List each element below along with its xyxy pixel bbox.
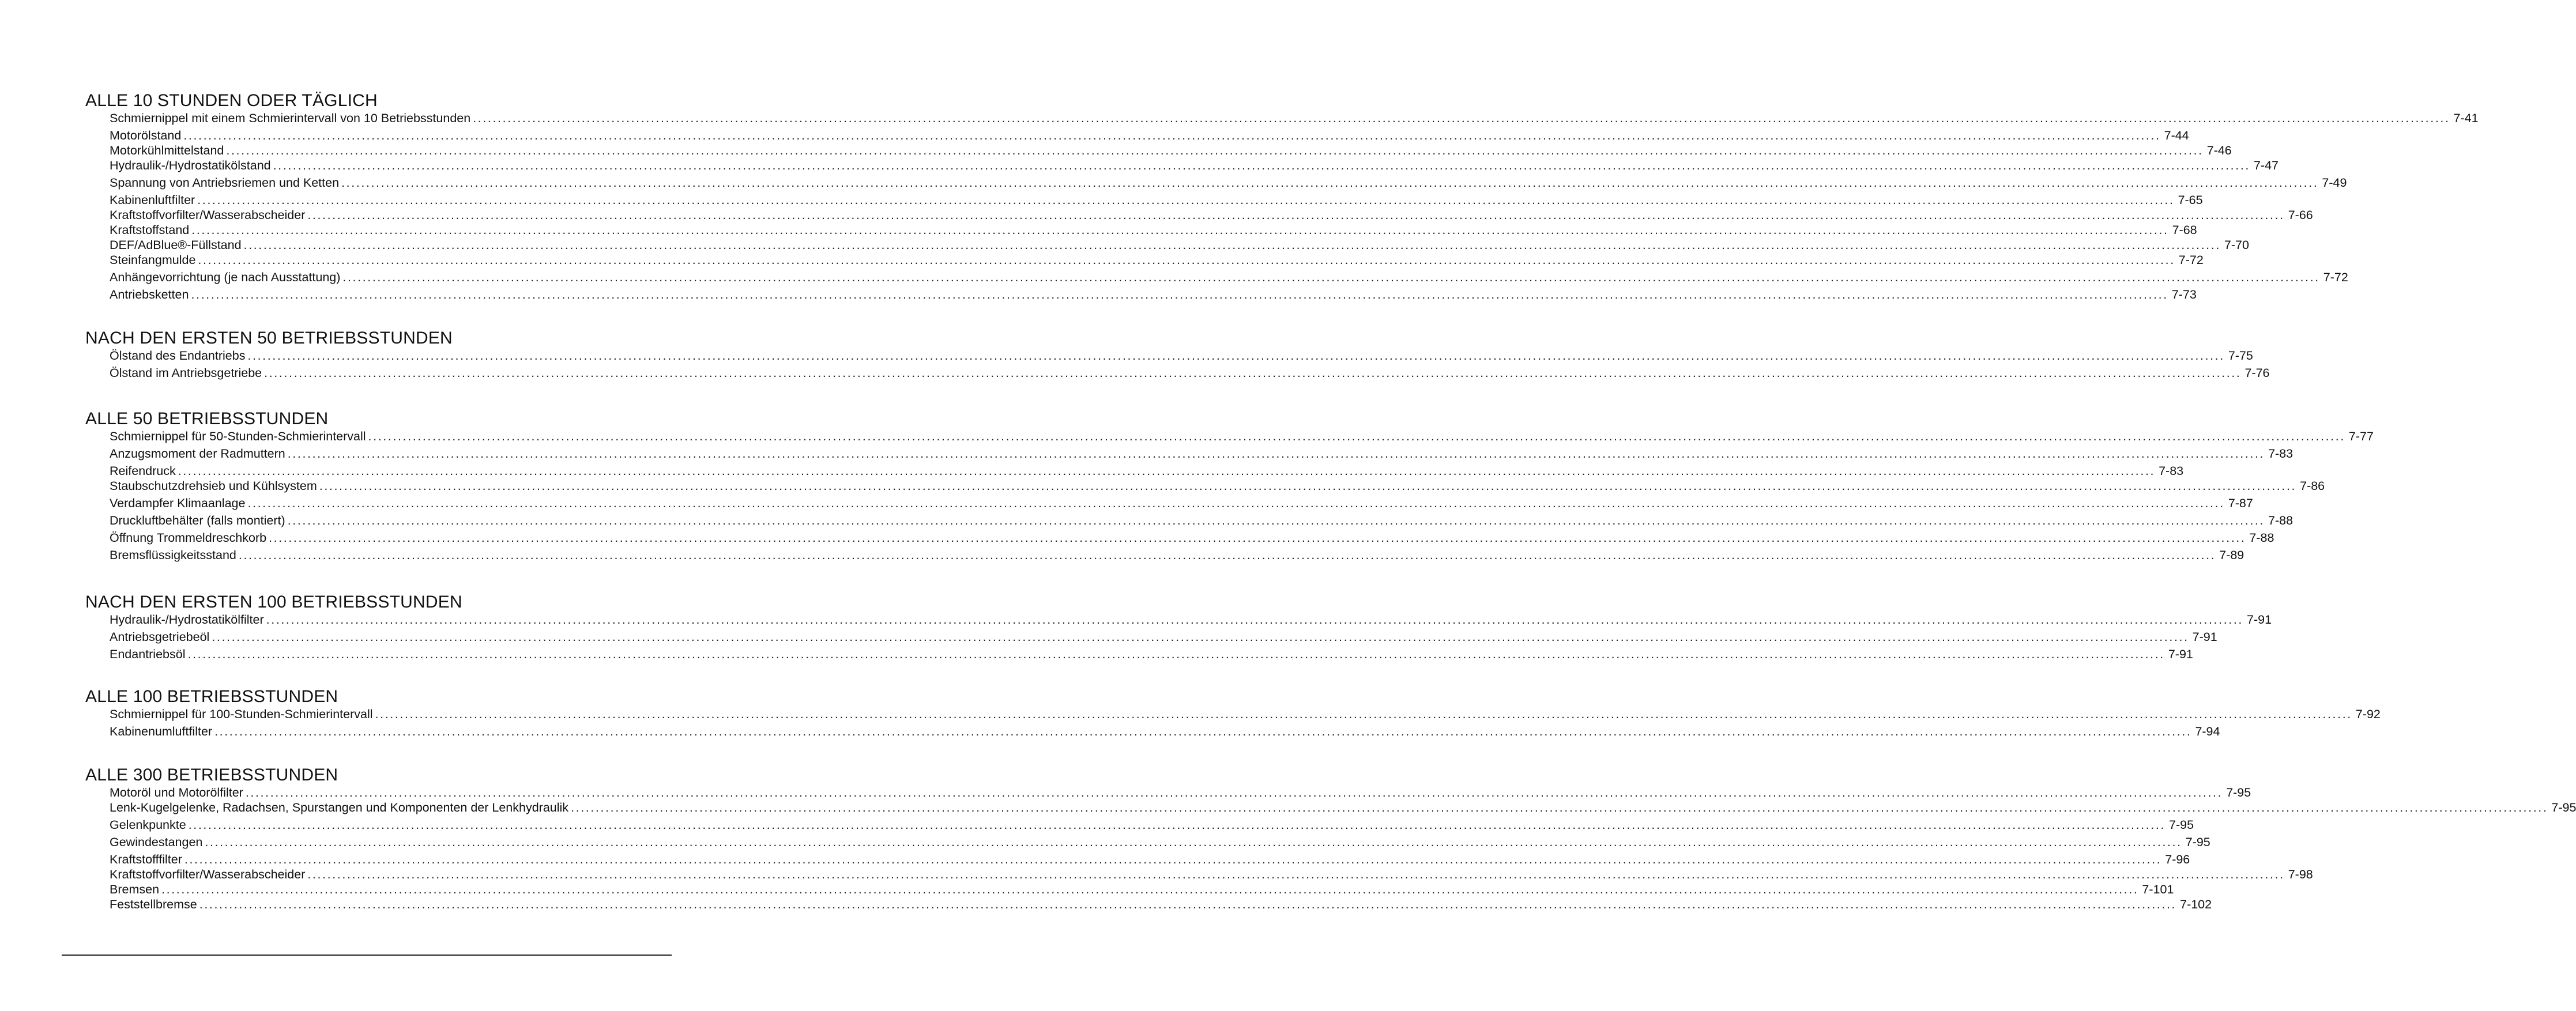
dot-leader: ................................................................................................................................................................................................................................................................................................................................................................................................................ bbox=[243, 238, 2221, 252]
entry-page-number: 7-75 bbox=[2228, 349, 2253, 363]
entry-label: Anzugsmoment der Radmuttern bbox=[110, 447, 285, 461]
entry-page-number: 7-88 bbox=[2268, 514, 2293, 527]
toc-entry bbox=[110, 897, 2212, 912]
dot-leader: ................................................................................................................................................................................................................................................................................................................................................................................................................ bbox=[247, 496, 2225, 510]
entry-page-number: 7-92 bbox=[2355, 707, 2381, 721]
toc-entry bbox=[110, 111, 2479, 126]
dot-leader: ................................................................................................................................................................................................................................................................................................................................................................................................................ bbox=[273, 159, 2250, 172]
entry-label: Kraftstoffstand bbox=[110, 223, 190, 237]
toc-entry bbox=[110, 237, 2249, 252]
toc-entry bbox=[110, 446, 2293, 461]
toc-entry bbox=[110, 785, 2251, 800]
entry-label: Anhängevorrichtung (je nach Ausstattung) bbox=[110, 270, 341, 284]
entry-label: Kabinenluftfilter bbox=[110, 193, 195, 207]
toc-entry bbox=[110, 252, 2204, 267]
entry-page-number: 7-88 bbox=[2249, 531, 2274, 545]
entry-page-number: 7-49 bbox=[2322, 176, 2347, 190]
section-heading: NACH DEN ERSTEN 50 BETRIEBSSTUNDEN bbox=[85, 329, 453, 348]
entry-page-number: 7-102 bbox=[2180, 897, 2212, 911]
entry-label: Spannung von Antriebsriemen und Ketten bbox=[110, 176, 340, 190]
entry-page-number: 7-101 bbox=[2142, 882, 2174, 896]
section-heading: ALLE 50 BETRIEBSSTUNDEN bbox=[85, 409, 329, 428]
entry-label: Kabinenumluftfilter bbox=[110, 725, 213, 738]
entry-page-number: 7-46 bbox=[2206, 144, 2232, 157]
entry-page-number: 7-95 bbox=[2226, 786, 2251, 799]
toc-entry bbox=[110, 270, 2348, 285]
entry-page-number: 7-94 bbox=[2195, 725, 2220, 738]
dot-leader: ................................................................................................................................................................................................................................................................................................................................................................................................................ bbox=[191, 288, 2168, 301]
toc-entry bbox=[110, 835, 2210, 850]
entry-label: Schmiernippel für 100-Stunden-Schmierintervall bbox=[110, 707, 373, 721]
dot-leader: ................................................................................................................................................................................................................................................................................................................................................................................................................ bbox=[245, 786, 2223, 799]
dot-leader: ................................................................................................................................................................................................................................................................................................................................................................................................................ bbox=[264, 366, 2242, 380]
entry-label: Lenk-Kugelgelenke, Radachsen, Spurstangen und Komponenten der Lenkhydraulik bbox=[110, 801, 569, 814]
entry-page-number: 7-41 bbox=[2453, 111, 2479, 125]
toc-entry bbox=[110, 867, 2313, 882]
toc-entry bbox=[110, 647, 2193, 662]
toc-entry bbox=[110, 143, 2232, 158]
dot-leader: ................................................................................................................................................................................................................................................................................................................................................................................................................ bbox=[571, 801, 2548, 814]
toc-entry bbox=[110, 724, 2220, 739]
toc-entry bbox=[110, 707, 2381, 722]
entry-label: Verdampfer Klimaanlage bbox=[110, 496, 246, 510]
entry-page-number: 7-66 bbox=[2288, 208, 2313, 222]
entry-page-number: 7-47 bbox=[2253, 159, 2279, 172]
entry-label: Gelenkpunkte bbox=[110, 818, 186, 832]
toc-entry bbox=[110, 800, 2576, 815]
entry-label: Kraftstoffvorfilter/Wasserabscheider bbox=[110, 208, 306, 222]
entry-label: Bremsflüssigkeitsstand bbox=[110, 548, 236, 562]
toc-entry bbox=[110, 817, 2194, 832]
entry-page-number: 7-95 bbox=[2169, 818, 2194, 832]
entry-label: Druckluftbehälter (falls montiert) bbox=[110, 514, 285, 527]
dot-leader: ................................................................................................................................................................................................................................................................................................................................................................................................................ bbox=[287, 447, 2265, 461]
entry-label: Motoröl und Motorölfilter bbox=[110, 786, 243, 799]
dot-leader: ................................................................................................................................................................................................................................................................................................................................................................................................................ bbox=[183, 129, 2161, 142]
dot-leader: ................................................................................................................................................................................................................................................................................................................................................................................................................ bbox=[188, 818, 2166, 832]
entry-label: Hydraulik-/Hydrostatikölstand bbox=[110, 159, 271, 172]
entry-label: Motorkühlmittelstand bbox=[110, 144, 224, 157]
entry-label: Feststellbremse bbox=[110, 897, 197, 911]
toc-entry bbox=[110, 463, 2184, 478]
entry-page-number: 7-70 bbox=[2224, 238, 2249, 252]
entry-page-number: 7-68 bbox=[2172, 223, 2197, 237]
entry-page-number: 7-76 bbox=[2244, 366, 2270, 380]
entry-label: Motorölstand bbox=[110, 129, 182, 142]
toc-entry bbox=[110, 222, 2197, 237]
dot-leader: ................................................................................................................................................................................................................................................................................................................................................................................................................ bbox=[287, 514, 2265, 527]
entry-label: DEF/AdBlue®-Füllstand bbox=[110, 238, 242, 252]
toc-entry bbox=[110, 208, 2313, 222]
entry-label: Reifendruck bbox=[110, 464, 176, 478]
dot-leader: ................................................................................................................................................................................................................................................................................................................................................................................................................ bbox=[205, 835, 2182, 849]
entry-label: Ölstand des Endantriebs bbox=[110, 349, 246, 363]
dot-leader: ................................................................................................................................................................................................................................................................................................................................................................................................................ bbox=[307, 208, 2285, 222]
dot-leader: ................................................................................................................................................................................................................................................................................................................................................................................................................ bbox=[191, 223, 2169, 237]
entry-label: Kraftstofffilter bbox=[110, 852, 182, 866]
dot-leader: ................................................................................................................................................................................................................................................................................................................................................................................................................ bbox=[226, 144, 2204, 157]
toc-entry bbox=[110, 629, 2217, 644]
toc-entry bbox=[110, 158, 2279, 173]
dot-leader: ................................................................................................................................................................................................................................................................................................................................................................................................................ bbox=[197, 193, 2175, 207]
dot-leader: ................................................................................................................................................................................................................................................................................................................................................................................................................ bbox=[198, 253, 2175, 267]
entry-label: Staubschutzdrehsieb und Kühlsystem bbox=[110, 479, 317, 493]
entry-label: Schmiernippel mit einem Schmierintervall von 10 Betriebsstunden bbox=[110, 111, 471, 125]
entry-page-number: 7-95 bbox=[2185, 835, 2210, 849]
entry-label: Ölstand im Antriebsgetriebe bbox=[110, 366, 262, 380]
dot-leader: ................................................................................................................................................................................................................................................................................................................................................................................................................ bbox=[161, 882, 2139, 896]
dot-leader: ................................................................................................................................................................................................................................................................................................................................................................................................................ bbox=[307, 867, 2285, 881]
dot-leader: ................................................................................................................................................................................................................................................................................................................................................................................................................ bbox=[341, 176, 2319, 190]
entry-page-number: 7-72 bbox=[2178, 253, 2204, 267]
dot-leader: ................................................................................................................................................................................................................................................................................................................................................................................................................ bbox=[368, 429, 2345, 443]
entry-label: Endantriebsöl bbox=[110, 647, 186, 661]
entry-page-number: 7-65 bbox=[2178, 193, 2203, 207]
section-heading: ALLE 100 BETRIEBSSTUNDEN bbox=[85, 687, 338, 706]
entry-page-number: 7-91 bbox=[2247, 613, 2272, 627]
toc-entry bbox=[110, 287, 2197, 302]
dot-leader: ................................................................................................................................................................................................................................................................................................................................................................................................................ bbox=[342, 270, 2320, 284]
entry-page-number: 7-87 bbox=[2228, 496, 2253, 510]
dot-leader: ................................................................................................................................................................................................................................................................................................................................................................................................................ bbox=[238, 548, 2216, 562]
dot-leader: ................................................................................................................................................................................................................................................................................................................................................................................................................ bbox=[319, 479, 2297, 493]
toc-entry bbox=[110, 496, 2253, 511]
entry-page-number: 7-73 bbox=[2171, 288, 2197, 301]
entry-label: Gewindestangen bbox=[110, 835, 203, 849]
toc-entry bbox=[110, 548, 2244, 563]
entry-label: Antriebsketten bbox=[110, 288, 189, 301]
entry-page-number: 7-72 bbox=[2323, 270, 2348, 284]
toc-entry bbox=[110, 429, 2374, 444]
toc-entry bbox=[110, 478, 2325, 493]
entry-page-number: 7-77 bbox=[2348, 429, 2374, 443]
toc-entry bbox=[110, 852, 2190, 867]
dot-leader: ................................................................................................................................................................................................................................................................................................................................................................................................................ bbox=[187, 647, 2165, 661]
dot-leader: ................................................................................................................................................................................................................................................................................................................................................................................................................ bbox=[199, 897, 2177, 911]
dot-leader: ................................................................................................................................................................................................................................................................................................................................................................................................................ bbox=[375, 707, 2352, 721]
dot-leader: ................................................................................................................................................................................................................................................................................................................................................................................................................ bbox=[184, 852, 2162, 866]
section-heading: ALLE 300 BETRIEBSSTUNDEN bbox=[85, 765, 338, 784]
dot-leader: ................................................................................................................................................................................................................................................................................................................................................................................................................ bbox=[214, 725, 2192, 738]
section-heading: NACH DEN ERSTEN 100 BETRIEBSSTUNDEN bbox=[85, 593, 462, 612]
dot-leader: ................................................................................................................................................................................................................................................................................................................................................................................................................ bbox=[212, 630, 2189, 644]
entry-page-number: 7-86 bbox=[2300, 479, 2325, 493]
footer-rule bbox=[62, 955, 672, 956]
toc-entry bbox=[110, 128, 2189, 143]
dot-leader: ................................................................................................................................................................................................................................................................................................................................................................................................................ bbox=[473, 111, 2450, 125]
entry-page-number: 7-98 bbox=[2288, 867, 2313, 881]
entry-page-number: 7-89 bbox=[2219, 548, 2244, 562]
toc-entry bbox=[110, 882, 2174, 897]
entry-page-number: 7-44 bbox=[2164, 129, 2189, 142]
entry-page-number: 7-83 bbox=[2268, 447, 2293, 461]
entry-page-number: 7-91 bbox=[2192, 630, 2217, 644]
dot-leader: ................................................................................................................................................................................................................................................................................................................................................................................................................ bbox=[266, 613, 2243, 627]
entry-page-number: 7-95 bbox=[2551, 801, 2576, 814]
entry-label: Steinfangmulde bbox=[110, 253, 196, 267]
toc-entry bbox=[110, 193, 2203, 208]
toc-entry bbox=[110, 530, 2274, 545]
entry-label: Antriebsgetriebeöl bbox=[110, 630, 210, 644]
toc-entry bbox=[110, 513, 2293, 528]
entry-label: Hydraulik-/Hydrostatikölfilter bbox=[110, 613, 264, 627]
entry-page-number: 7-96 bbox=[2165, 852, 2190, 866]
entry-label: Bremsen bbox=[110, 882, 160, 896]
dot-leader: ................................................................................................................................................................................................................................................................................................................................................................................................................ bbox=[178, 464, 2156, 478]
entry-page-number: 7-83 bbox=[2159, 464, 2184, 478]
entry-page-number: 7-91 bbox=[2168, 647, 2193, 661]
dot-leader: ................................................................................................................................................................................................................................................................................................................................................................................................................ bbox=[247, 349, 2225, 363]
toc-entry bbox=[110, 365, 2270, 380]
entry-label: Kraftstoffvorfilter/Wasserabscheider bbox=[110, 867, 306, 881]
toc-entry bbox=[110, 612, 2272, 627]
entry-label: Öffnung Trommeldreschkorb bbox=[110, 531, 267, 545]
dot-leader: ................................................................................................................................................................................................................................................................................................................................................................................................................ bbox=[269, 531, 2246, 545]
toc-entry bbox=[110, 348, 2253, 363]
section-heading: ALLE 10 STUNDEN ODER TÄGLICH bbox=[85, 91, 378, 110]
toc-entry bbox=[110, 175, 2347, 190]
entry-label: Schmiernippel für 50-Stunden-Schmierintervall bbox=[110, 429, 366, 443]
